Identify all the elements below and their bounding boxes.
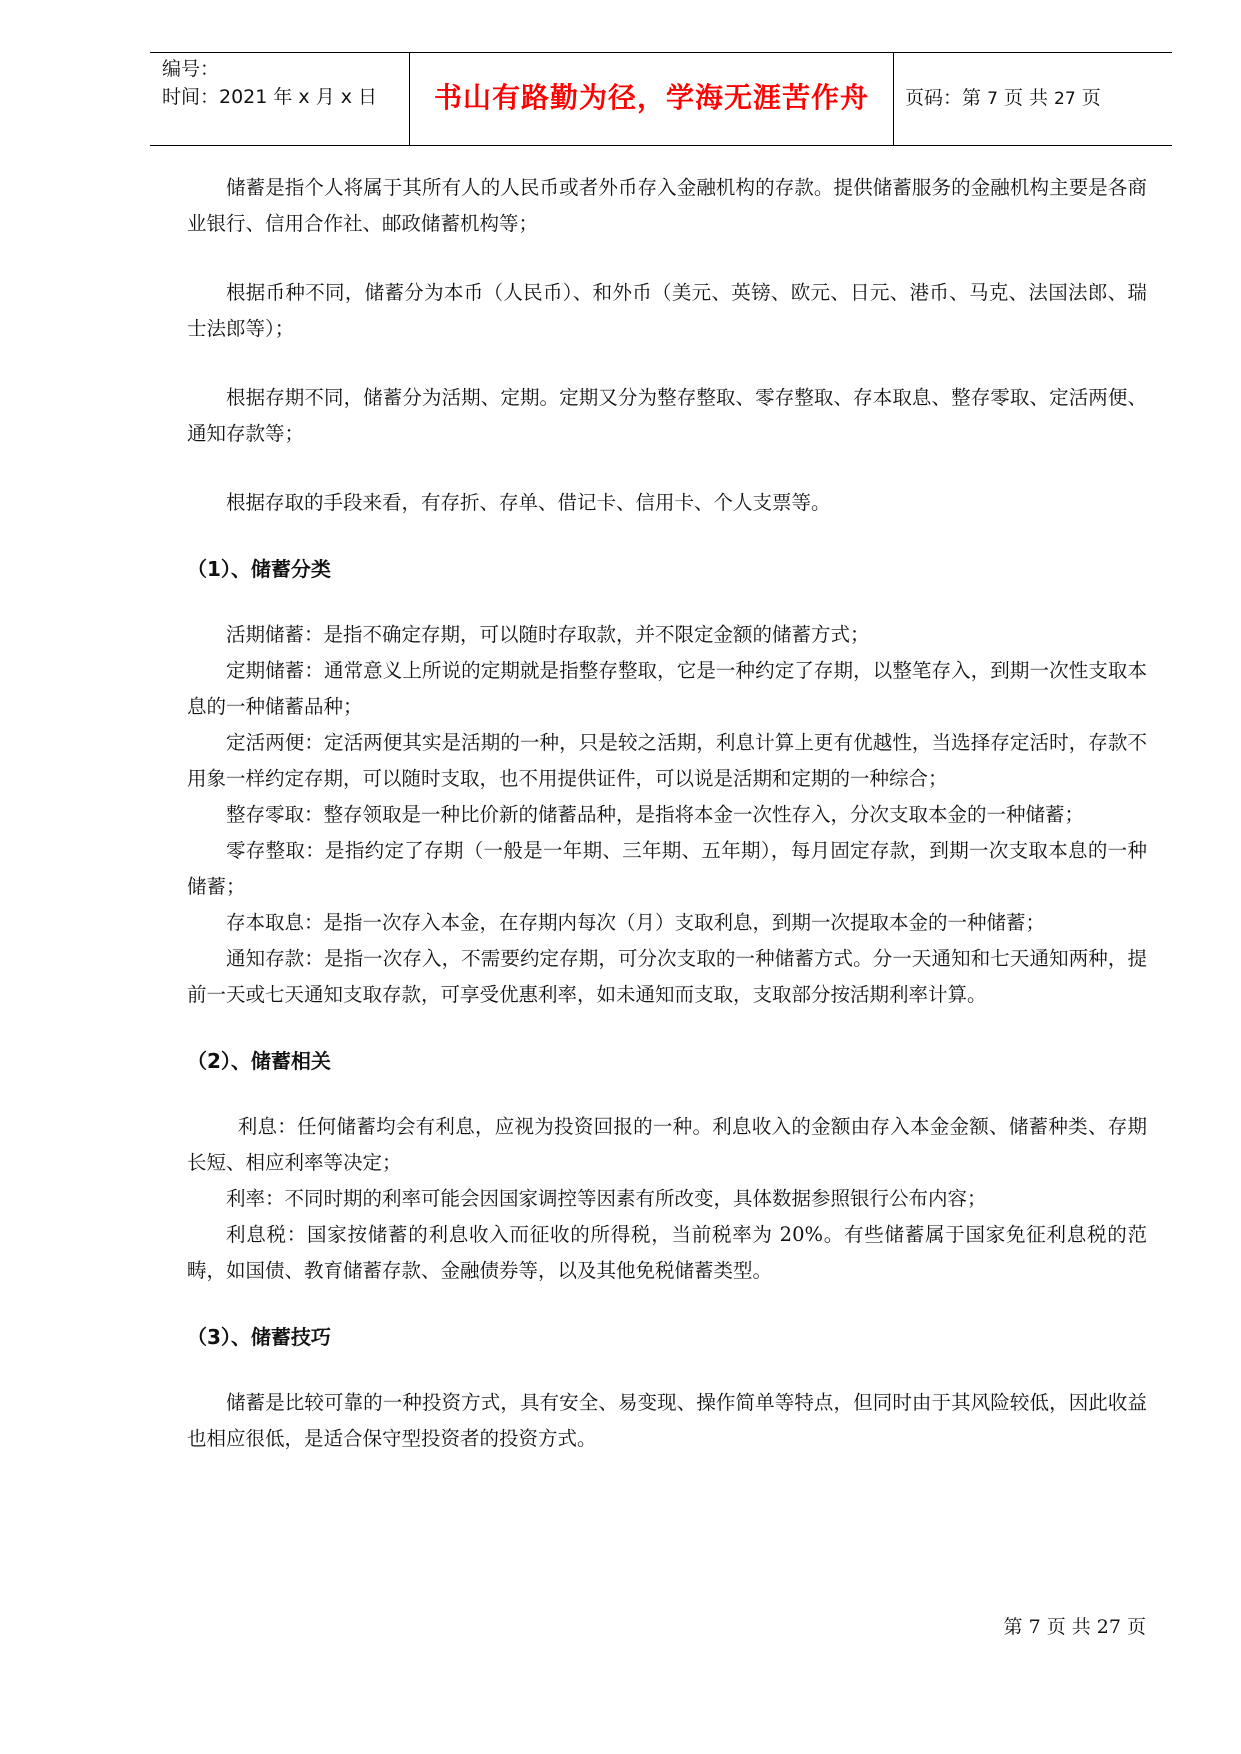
related-item: 利息：任何储蓄均会有利息，应视为投资回报的一种。利息收入的金额由存入本金金额、储蓄种类、存期长短、相应利率等决定； — [187, 1115, 1147, 1174]
header-page-info — [905, 84, 1101, 113]
header-motto: 书山有路勤为径，学海无涯苦作舟 — [433, 81, 869, 114]
classification-item: 活期储蓄：是指不确定存期，可以随时存取款，并不限定金额的储蓄方式； — [226, 623, 870, 646]
page-total: 27 — [1054, 89, 1076, 109]
page-suffix: 页 — [1081, 87, 1101, 109]
page-footer: 第 7 页 共 27 页 — [1003, 1616, 1146, 1638]
intro-paragraph: 根据币种不同，储蓄分为本币（人民币）、和外币（美元、英镑、欧元、日元、港币、马克、法国法郎、瑞士法郎等）； — [187, 281, 1147, 340]
section-heading-related: （2）、储蓄相关 — [187, 1049, 331, 1073]
header-divider — [893, 53, 894, 145]
serial-label: 编号： — [162, 58, 220, 80]
section-heading-tips: （3）、储蓄技巧 — [187, 1325, 331, 1349]
intro-paragraph: 储蓄是指个人将属于其所有人的人民币或者外币存入金融机构的存款。提供储蓄服务的金融机构主要是各商业银行、信用合作社、邮政储蓄机构等； — [187, 176, 1147, 235]
page-prefix: 页码：第 — [905, 87, 982, 109]
classification-item: 存本取息：是指一次存入本金，在存期内每次（月）支取利息，到期一次提取本金的一种储蓄； — [226, 911, 1046, 934]
classification-item: 零存整取：是指约定了存期（一般是一年期、三年期、五年期），每月固定存款，到期一次支取本息的一种储蓄； — [187, 839, 1147, 898]
tips-item: 储蓄是比较可靠的一种投资方式，具有安全、易变现、操作简单等特点，但同时由于其风险较低，因此收益也相应很低，是适合保守型投资者的投资方式。 — [187, 1391, 1147, 1450]
intro-paragraph: 根据存期不同，储蓄分为活期、定期。定期又分为整存整取、零存整取、存本取息、整存零取、定活两便、通知存款等； — [187, 386, 1147, 445]
time-label: 时间：2021 年 x 月 x 日 — [162, 86, 378, 108]
related-item: 利息税：国家按储蓄的利息收入而征收的所得税，当前税率为 20%。有些储蓄属于国家免征利息税的范畴，如国债、教育储蓄存款、金融债券等，以及其他免税储蓄类型。 — [187, 1223, 1147, 1282]
page-header — [150, 52, 1172, 146]
header-meta — [162, 55, 377, 111]
classification-item: 定期储蓄：通常意义上所说的定期就是指整存整取，它是一种约定了存期，以整笔存入，到期一次性支取本息的一种储蓄品种； — [187, 659, 1147, 718]
section-heading-classification: （1）、储蓄分类 — [187, 557, 331, 581]
classification-item: 整存零取：整存领取是一种比价新的储蓄品种，是指将本金一次性存入，分次支取本金的一种储蓄； — [226, 803, 1085, 826]
related-item: 利率：不同时期的利率可能会因国家调控等因素有所改变，具体数据参照银行公布内容； — [226, 1187, 987, 1210]
page-current: 7 — [987, 89, 998, 109]
page-mid: 页 共 — [1003, 87, 1048, 109]
document-body — [187, 170, 1147, 1457]
classification-item: 通知存款：是指一次存入，不需要约定存期，可分次支取的一种储蓄方式。分一天通知和七天通知两种，提前一天或七天通知支取存款，可享受优惠利率，如未通知而支取，支取部分按活期利率计算。 — [187, 947, 1147, 1006]
classification-item: 定活两便：定活两便其实是活期的一种，只是较之活期，利息计算上更有优越性，当选择存定活时，存款不用象一样约定存期，可以随时支取，也不用提供证件，可以说是活期和定期的一种综合； — [187, 731, 1147, 790]
intro-paragraph: 根据存取的手段来看，有存折、存单、借记卡、信用卡、个人支票等。 — [226, 491, 831, 514]
